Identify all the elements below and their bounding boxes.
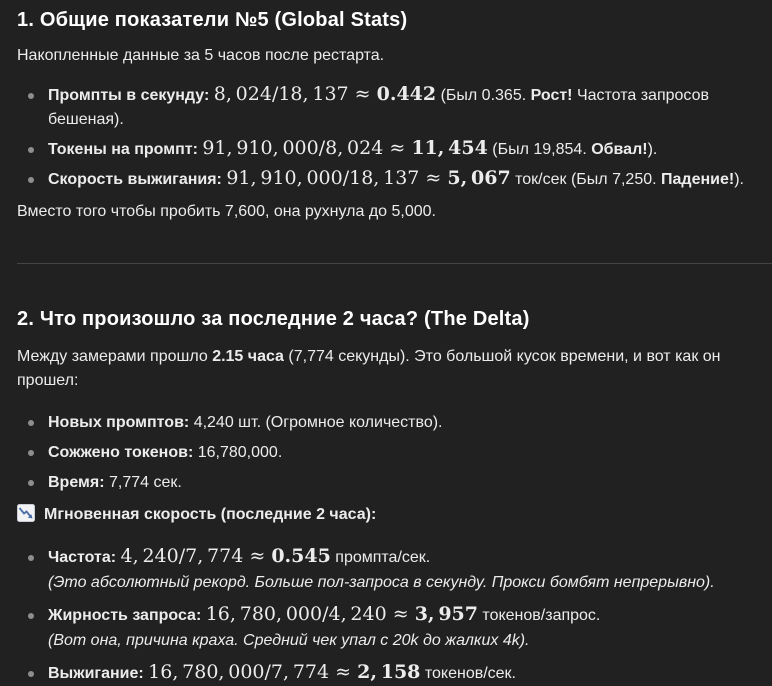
math-expression: 91, 910, 000/18, 137 ≈ [226, 167, 448, 189]
bullet-label: Выжигание: [48, 665, 149, 682]
section1-heading: 1. Общие показатели №5 (Global Stats) [17, 9, 408, 31]
bullet-tail: ). [734, 171, 744, 188]
bullet-label: Сожжено токенов: [48, 444, 198, 461]
list-item [48, 84, 755, 132]
bullet-label: Новых промптов: [48, 414, 194, 431]
bullet-label: Токены на промпт: [48, 141, 203, 158]
math-expression: 16, 780, 000/4, 240 ≈ [205, 603, 415, 625]
math-result: 0.545 [271, 545, 331, 567]
intro-text: Между замерами прошло [17, 348, 213, 365]
bullet-label: Частота: [48, 549, 121, 566]
section1-outro: Вместо того чтобы пробить 7,600, она рухнула до 5,000. [17, 203, 436, 220]
math-result: 5, 067 [447, 167, 511, 189]
bullet-text: 7,774 сек. [108, 474, 182, 491]
intro-text: (7,774 секунды). Это большой кусок времени, и вот как он прошел: [17, 348, 721, 389]
math-expression: 16, 780, 000/7, 774 ≈ [148, 661, 358, 683]
bullet-label: Скорость выжигания: [48, 171, 227, 188]
list-item [48, 441, 755, 465]
list-item [48, 138, 755, 162]
chart-decreasing-icon [17, 504, 35, 530]
bullet-text: 4,240 шт. (Огромное количество). [193, 414, 443, 431]
bullet-label: Жирность запроса: [48, 607, 206, 624]
list-item [48, 604, 755, 654]
section2-intro [17, 345, 755, 393]
bullet-emphasis: Рост! [530, 87, 573, 104]
section-divider [17, 263, 772, 264]
bullet-tail: ток/сек (Был 7,250. [510, 171, 662, 188]
bullet-label: Промпты в секунду: [48, 87, 214, 104]
list-item [48, 546, 755, 596]
list-item [48, 411, 755, 435]
math-expression: 8, 024/18, 137 ≈ [213, 83, 377, 105]
bullet-tail: (Был 0.365. [436, 87, 531, 104]
list-item [48, 662, 755, 686]
section1-list [17, 84, 755, 192]
bullet-note: (Вот она, причина краха. Средний чек упал с 20k до жалких 4k). [48, 632, 530, 649]
bullet-tail: промпта/сек. [330, 549, 431, 566]
math-expression: 4, 240/7, 774 ≈ [120, 545, 272, 567]
bullet-emphasis: Обвал! [591, 141, 648, 158]
bullet-label: Время: [48, 474, 109, 491]
bullet-tail: ). [647, 141, 658, 158]
math-result: 3, 957 [414, 603, 478, 625]
intro-bold: 2.15 часа [212, 348, 284, 365]
bullet-text: 16,780,000. [197, 444, 283, 461]
section1-intro: Накопленные данные за 5 часов после рестарта. [17, 47, 385, 64]
speed-subheading-text: Мгновенная скорость (последние 2 часа): [44, 506, 377, 523]
section2-heading: 2. Что произошло за последние 2 часа? (The Delta) [17, 308, 530, 330]
bullet-tail: токенов/запрос. [477, 607, 601, 624]
math-result: 2, 158 [357, 661, 421, 683]
speed-subheading [17, 503, 755, 530]
math-result: 11, 454 [411, 137, 488, 159]
bullet-note: (Это абсолютный рекорд. Больше пол-запроса в секунду. Прокси бомбят непрерывно). [48, 574, 715, 591]
bullet-tail: (Был 19,854. [487, 141, 592, 158]
list-item [48, 168, 755, 192]
math-expression: 91, 910, 000/8, 024 ≈ [202, 137, 412, 159]
bullet-tail: токенов/сек. [420, 665, 516, 682]
math-result: 0.442 [376, 83, 437, 105]
bullet-tail: Частота запросов бешеная). [48, 87, 709, 128]
section2-list [17, 411, 755, 495]
speed-list [17, 546, 755, 686]
list-item [48, 471, 755, 495]
bullet-emphasis: Падение! [661, 171, 735, 188]
